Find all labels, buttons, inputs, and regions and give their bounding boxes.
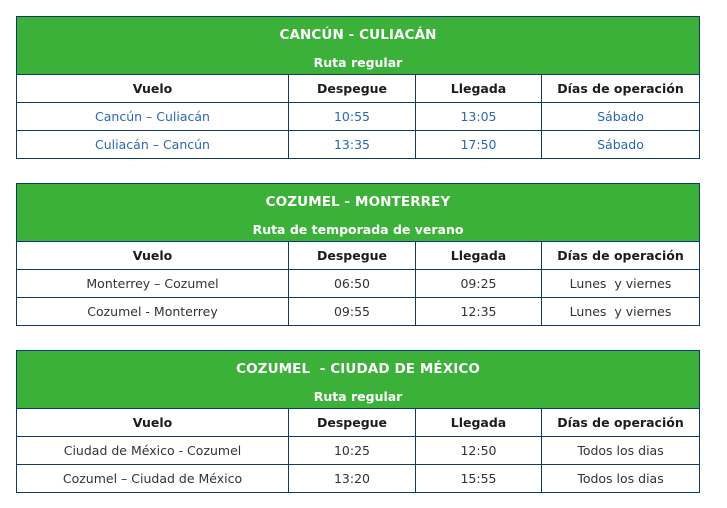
column-header-days: Días de operación <box>542 75 700 103</box>
column-header-departure: Despegue <box>289 242 416 270</box>
days-cell: Todos los dias <box>542 437 700 465</box>
departure-cell: 09:55 <box>289 298 416 326</box>
column-header-departure: Despegue <box>289 75 416 103</box>
days-cell: Lunes y viernes <box>542 298 700 326</box>
days-cell: Lunes y viernes <box>542 270 700 298</box>
departure-cell: 13:35 <box>289 131 416 159</box>
arrival-cell: 17:50 <box>416 131 542 159</box>
days-cell: Sábado <box>542 131 700 159</box>
table-row <box>17 298 700 326</box>
table-row <box>17 103 700 131</box>
flight-cell: Culiacán – Cancún <box>17 131 289 159</box>
route-subtitle: Ruta regular <box>17 384 700 409</box>
route-title: COZUMEL - CIUDAD DE MÉXICO <box>17 351 700 385</box>
table-row <box>17 270 700 298</box>
route-title: CANCÚN - CULIACÁN <box>17 17 700 51</box>
column-header-departure: Despegue <box>289 409 416 437</box>
column-header-days: Días de operación <box>542 409 700 437</box>
arrival-cell: 15:55 <box>416 465 542 493</box>
arrival-cell: 13:05 <box>416 103 542 131</box>
days-cell: Todos los dias <box>542 465 700 493</box>
route-title: COZUMEL - MONTERREY <box>17 184 700 218</box>
flight-cell: Cozumel – Ciudad de México <box>17 465 289 493</box>
route-subtitle: Ruta de temporada de verano <box>17 217 700 242</box>
route-subtitle: Ruta regular <box>17 50 700 75</box>
table-row <box>17 131 700 159</box>
column-header-arrival: Llegada <box>416 242 542 270</box>
arrival-cell: 09:25 <box>416 270 542 298</box>
flight-cell: Ciudad de México - Cozumel <box>17 437 289 465</box>
departure-cell: 10:25 <box>289 437 416 465</box>
column-header-flight: Vuelo <box>17 75 289 103</box>
column-header-arrival: Llegada <box>416 75 542 103</box>
flight-cell: Cozumel - Monterrey <box>17 298 289 326</box>
table-row <box>17 465 700 493</box>
route-table-cancun-culiacan <box>16 16 700 159</box>
column-header-flight: Vuelo <box>17 409 289 437</box>
arrival-cell: 12:50 <box>416 437 542 465</box>
arrival-cell: 12:35 <box>416 298 542 326</box>
column-header-days: Días de operación <box>542 242 700 270</box>
departure-cell: 10:55 <box>289 103 416 131</box>
days-cell: Sábado <box>542 103 700 131</box>
route-table-cozumel-cdmx <box>16 350 700 493</box>
departure-cell: 13:20 <box>289 465 416 493</box>
flight-cell: Monterrey – Cozumel <box>17 270 289 298</box>
route-table-cozumel-monterrey <box>16 183 700 326</box>
column-header-arrival: Llegada <box>416 409 542 437</box>
flight-cell: Cancún – Culiacán <box>17 103 289 131</box>
departure-cell: 06:50 <box>289 270 416 298</box>
column-header-flight: Vuelo <box>17 242 289 270</box>
table-row <box>17 437 700 465</box>
